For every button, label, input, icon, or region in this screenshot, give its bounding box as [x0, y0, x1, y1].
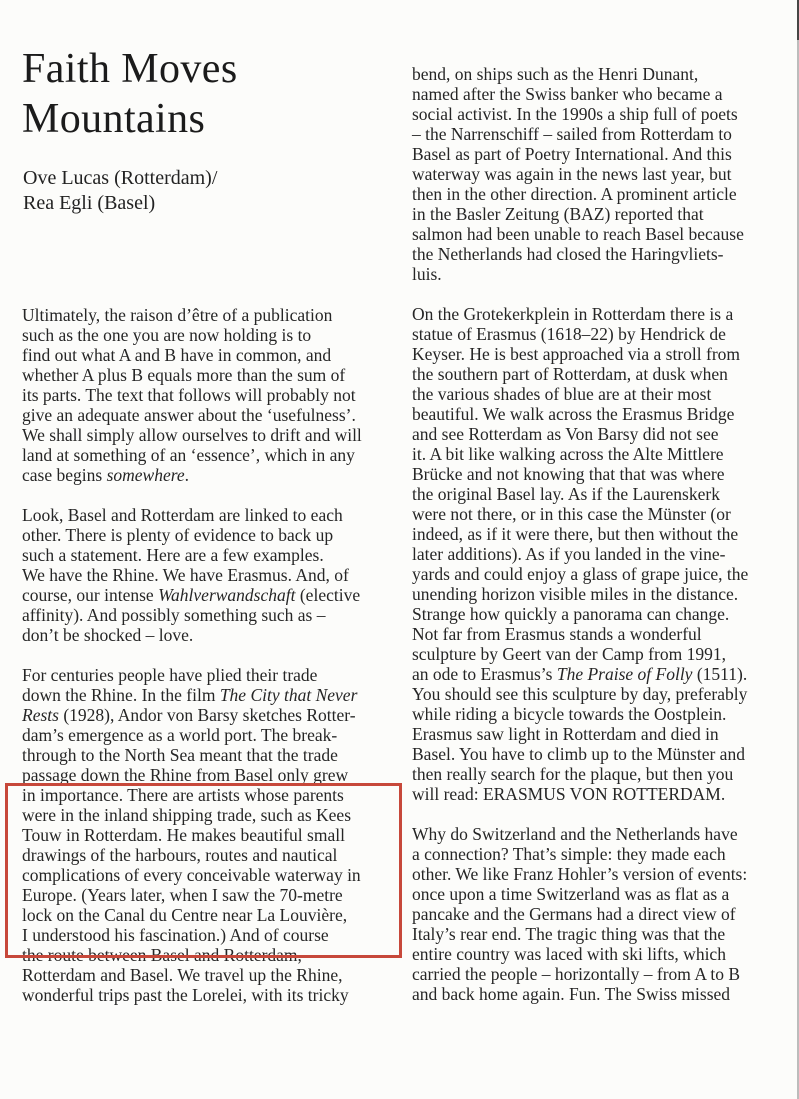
text-line: then really search for the plaque, but then you — [412, 764, 734, 784]
paragraph — [412, 304, 794, 804]
text-line: unending horizon visible miles in the distance. — [412, 584, 739, 604]
authors — [23, 166, 217, 216]
text-line: will read: ERASMUS VON ROTTERDAM. — [412, 784, 726, 804]
text-line: Keyser. He is best approached via a stroll from — [412, 344, 741, 364]
text-line: passage down the Rhine from Basel only grew — [22, 765, 349, 785]
text-line: Why do Switzerland and the Netherlands have — [412, 824, 738, 844]
text-line: land at something of an ‘essence’, which in any — [22, 445, 355, 465]
text-line: Not far from Erasmus stands a wonderful — [412, 624, 702, 644]
text-line: Brücke and not knowing that that was where — [412, 464, 725, 484]
text-line: such as the one you are now holding is to — [22, 325, 312, 345]
text-line: You should see this sculpture by day, preferably — [412, 684, 748, 704]
author-line-1: Ove Lucas (Rotterdam)/ — [23, 167, 218, 189]
text-line: down the Rhine. In the film The City that Never — [22, 685, 358, 705]
text-line: Ultimately, the raison d’être of a publication — [22, 305, 333, 325]
page-title-line-1: Faith Moves — [22, 46, 238, 92]
text-line: in the Basler Zeitung (BAZ) reported that — [412, 204, 704, 224]
text-line: the route between Basel and Rotterdam, — [22, 945, 302, 965]
text-line: named after the Swiss banker who became a — [412, 84, 723, 104]
text-line: salmon had been unable to reach Basel because — [412, 224, 744, 244]
text-line: such a statement. Here are a few examples. — [22, 545, 324, 565]
text-line: Rests (1928), Andor von Barsy sketches Rotter- — [22, 705, 356, 725]
text-line: dam’s emergence as a world port. The break- — [22, 725, 338, 745]
text-line: Basel. You have to climb up to the Münster and — [412, 744, 745, 764]
text-line: while riding a bicycle towards the Oostplein. — [412, 704, 727, 724]
text-line: case begins somewhere. — [22, 465, 190, 485]
text-line: Italy’s rear end. The tragic thing was that the — [412, 924, 726, 944]
text-line: other. We like Franz Hohler’s version of events: — [412, 864, 748, 884]
text-line: wonderful trips past the Lorelei, with its tricky — [22, 985, 349, 1005]
text-line: other. There is plenty of evidence to back up — [22, 525, 334, 545]
text-line: – the Narrenschiff – sailed from Rotterdam to — [412, 124, 732, 144]
text-line: were in the inland shipping trade, such as Kees — [22, 805, 352, 825]
text-line: yards and could enjoy a glass of grape juice, the — [412, 564, 749, 584]
text-line: the various shades of blue are at their most — [412, 384, 712, 404]
text-line: beautiful. We walk across the Erasmus Bridge — [412, 404, 735, 424]
text-line: pancake and the Germans had a direct view of — [412, 904, 736, 924]
text-line: We shall simply allow ourselves to drift and will — [22, 425, 362, 445]
text-line: whether A plus B equals more than the sum of — [22, 365, 346, 385]
text-line: a connection? That’s simple: they made each — [412, 844, 726, 864]
paragraph — [22, 305, 404, 485]
text-line: Touw in Rotterdam. He makes beautiful small — [22, 825, 345, 845]
text-line: give an adequate answer about the ‘usefulness’. — [22, 405, 356, 425]
page-title-line-2: Mountains — [22, 96, 206, 142]
text-line: an ode to Erasmus’s The Praise of Folly (1511). — [412, 664, 748, 684]
paragraph — [412, 64, 794, 284]
text-line: and see Rotterdam as Von Barsy did not see — [412, 424, 719, 444]
text-line: don’t be shocked – love. — [22, 625, 194, 645]
text-line: once upon a time Switzerland was as flat as a — [412, 884, 730, 904]
text-line: were not there, or in this case the Münster (or — [412, 504, 731, 524]
text-line: statue of Erasmus (1618–22) by Hendrick de — [412, 324, 726, 344]
text-line: entire country was laced with ski lifts, which — [412, 944, 726, 964]
page-title — [22, 44, 238, 144]
text-line: course, our intense Wahlverwandschaft (elective — [22, 585, 361, 605]
text-line: Erasmus saw light in Rotterdam and died in — [412, 724, 719, 744]
paragraph — [412, 824, 794, 1004]
text-line: Basel as part of Poetry International. And this — [412, 144, 732, 164]
text-line: Strange how quickly a panorama can change. — [412, 604, 730, 624]
text-column-left — [22, 305, 404, 1025]
text-line: We have the Rhine. We have Erasmus. And, of — [22, 565, 349, 585]
text-line: carried the people – horizontally – from A to B — [412, 964, 741, 984]
text-line: On the Grotekerkplein in Rotterdam there is a — [412, 304, 734, 324]
paragraph — [22, 505, 404, 645]
text-line: the original Basel lay. As if the Laurenskerk — [412, 484, 720, 504]
text-line: lock on the Canal du Centre near La Louvière, — [22, 905, 348, 925]
text-line: waterway was again in the news last year, but — [412, 164, 732, 184]
paragraph — [22, 665, 404, 1005]
text-line: affinity). And possibly something such as – — [22, 605, 326, 625]
text-line: Europe. (Years later, when I saw the 70-metre — [22, 885, 343, 905]
text-line: For centuries people have plied their trade — [22, 665, 318, 685]
author-line-2: Rea Egli (Basel) — [23, 192, 156, 214]
text-line: and back home again. Fun. The Swiss missed — [412, 984, 731, 1004]
text-line: later additions). As if you landed in the vine- — [412, 544, 726, 564]
text-line: through to the North Sea meant that the trade — [22, 745, 338, 765]
text-line: bend, on ships such as the Henri Dunant, — [412, 64, 699, 84]
text-line: I understood his fascination.) And of course — [22, 925, 329, 945]
text-line: then in the other direction. A prominent article — [412, 184, 737, 204]
text-line: sculpture by Geert van der Camp from 1991, — [412, 644, 726, 664]
text-line: Rotterdam and Basel. We travel up the Rhine, — [22, 965, 343, 985]
text-line: the southern part of Rotterdam, at dusk when — [412, 364, 728, 384]
text-line: complications of every conceivable waterway in — [22, 865, 361, 885]
text-line: in importance. There are artists whose parents — [22, 785, 344, 805]
text-column-right — [412, 64, 794, 1024]
text-line: drawings of the harbours, routes and nautical — [22, 845, 338, 865]
text-line: Look, Basel and Rotterdam are linked to each — [22, 505, 343, 525]
text-line: social activist. In the 1990s a ship full of poets — [412, 104, 738, 124]
text-line: its parts. The text that follows will probably not — [22, 385, 356, 405]
text-line: it. A bit like walking across the Alte Mittlere — [412, 444, 724, 464]
text-line: luis. — [412, 264, 442, 284]
text-line: indeed, as if it were there, but then without the — [412, 524, 739, 544]
text-line: the Netherlands had closed the Haringvliets- — [412, 244, 724, 264]
text-line: find out what A and B have in common, and — [22, 345, 332, 365]
